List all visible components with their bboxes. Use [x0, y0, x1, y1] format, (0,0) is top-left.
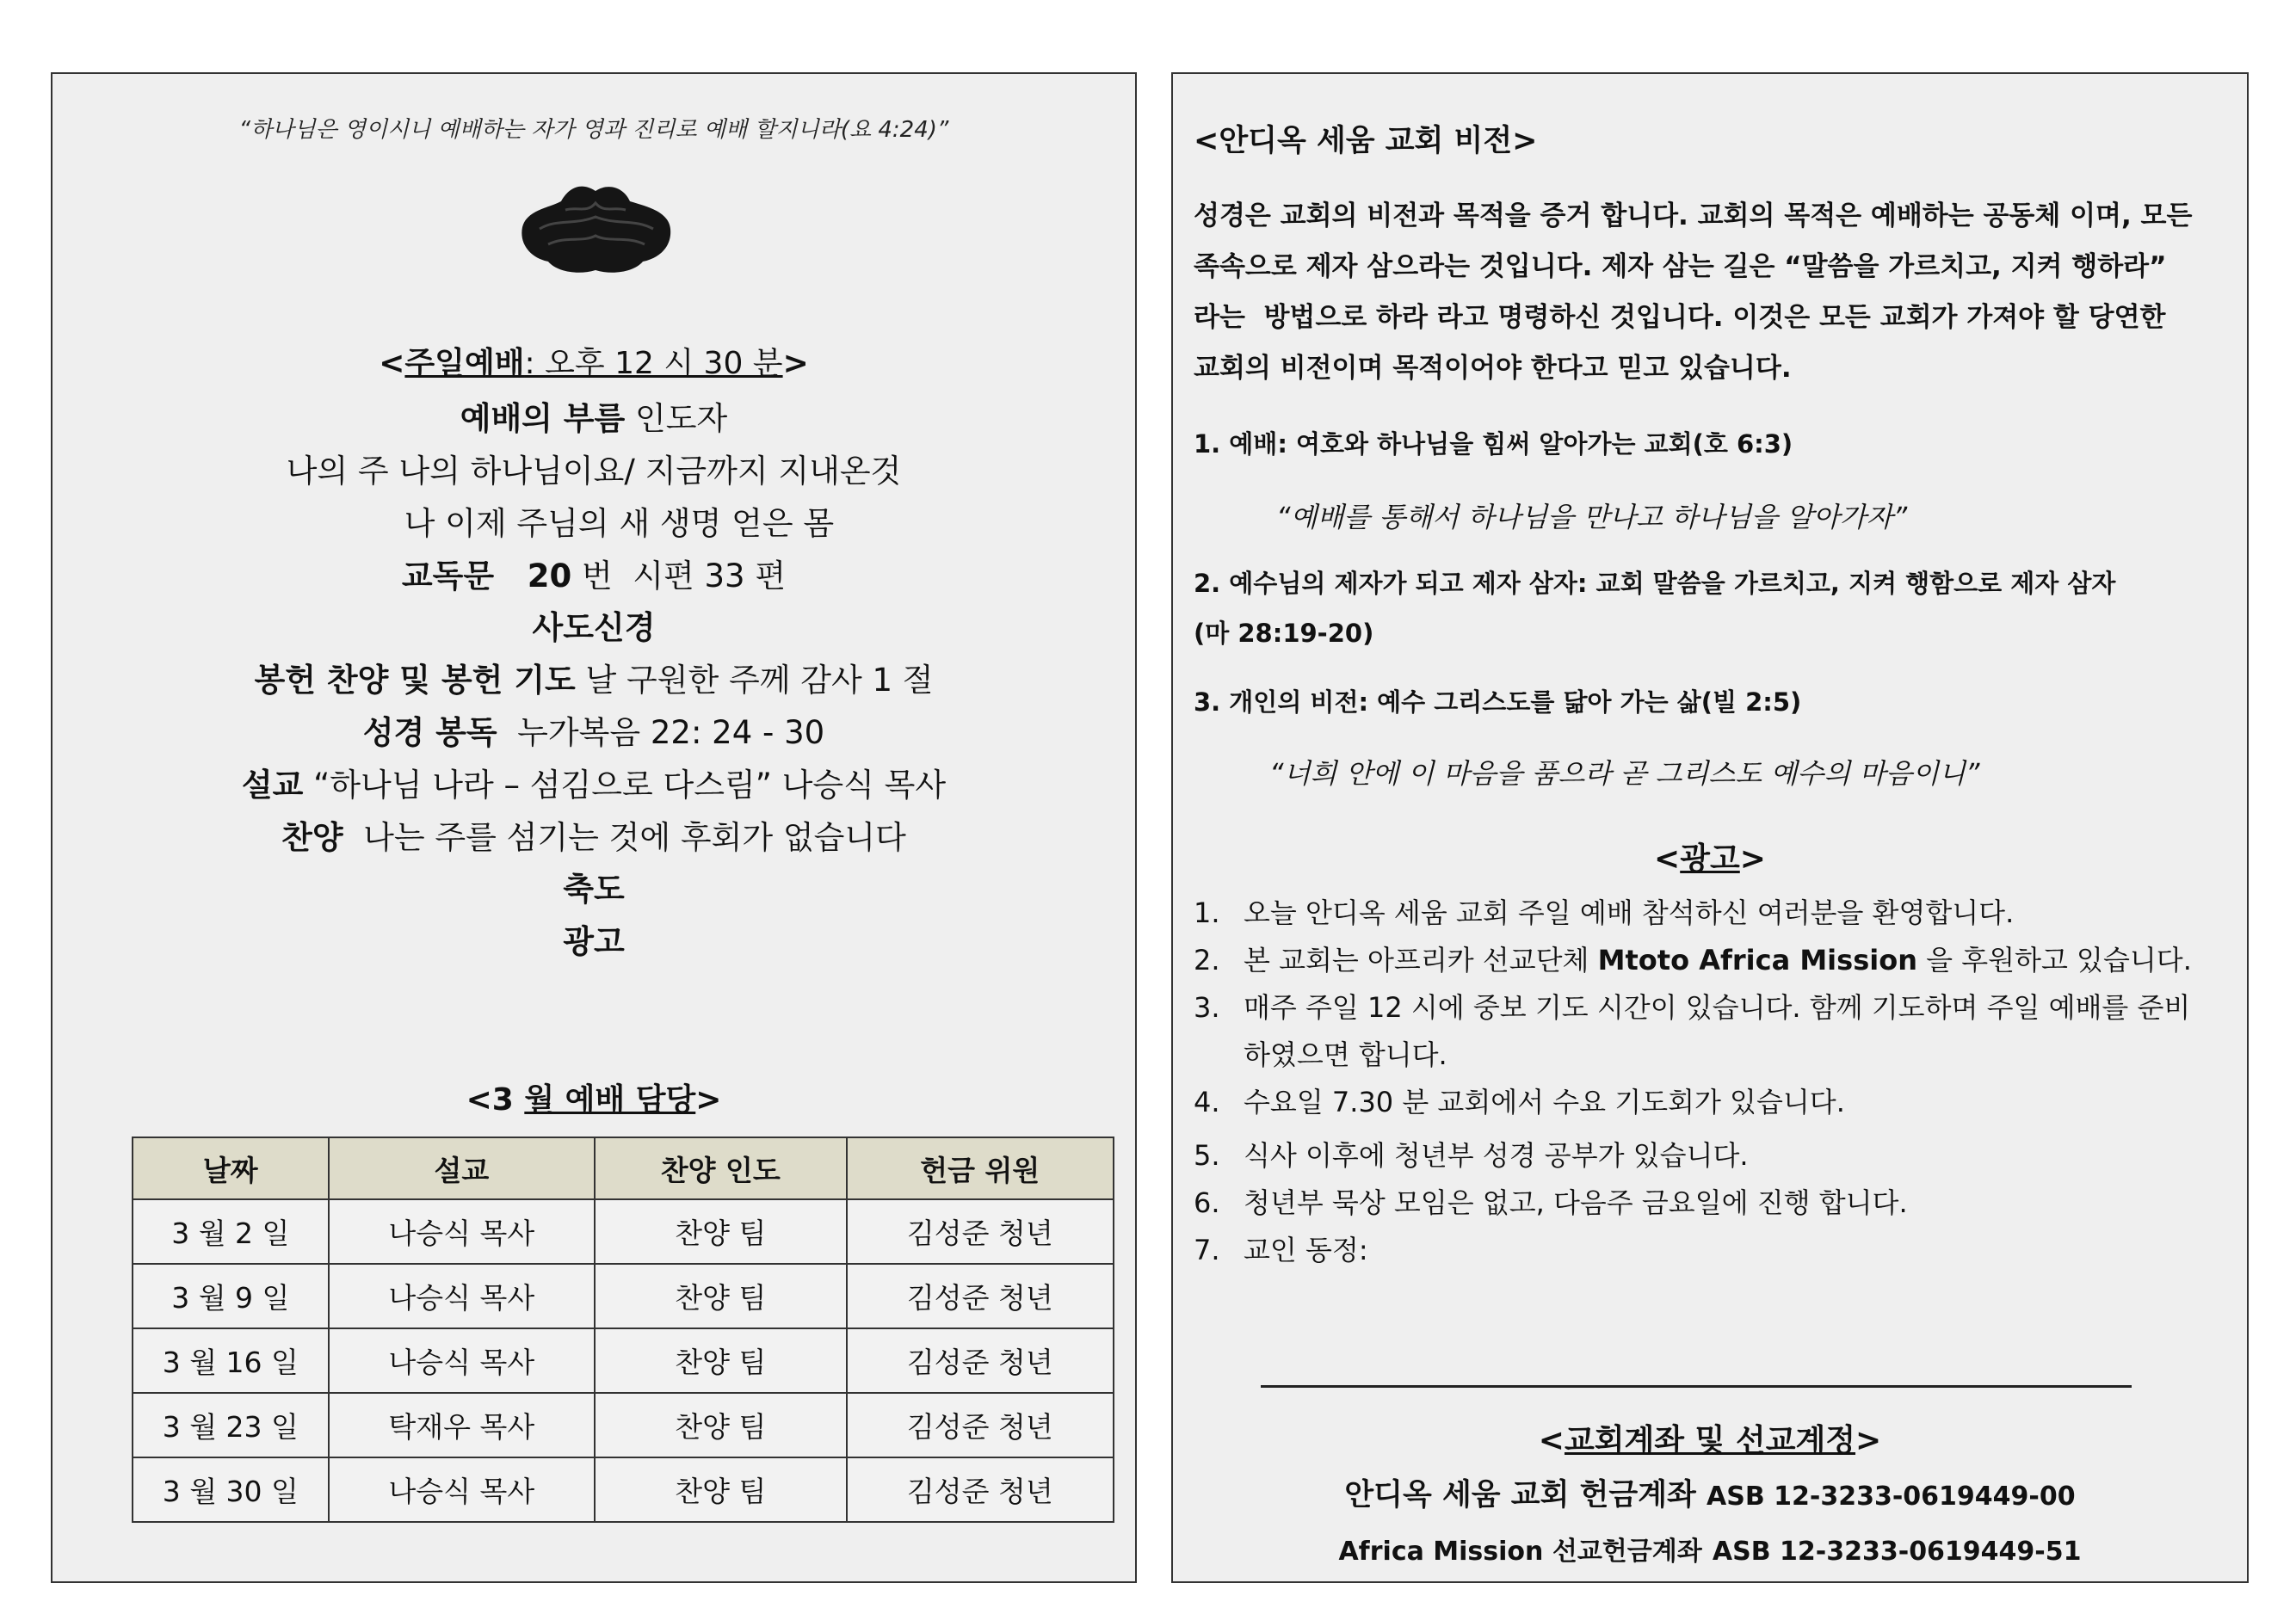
- column-header: 날짜: [133, 1137, 329, 1199]
- scripture-verse: “하나님은 영이시니 예배하는 자가 영과 진리로 예배 할지니라(요 4:24)”: [238, 117, 949, 143]
- announcement-item: 5. 식사 이후에 청년부 성경 공부가 있습니다.: [1194, 1139, 1749, 1172]
- table-row: [133, 1457, 1114, 1522]
- column-header: 헌금 위원: [847, 1137, 1114, 1199]
- announcement-item: 7. 교인 동정:: [1194, 1234, 1368, 1266]
- table-row: [133, 1328, 1114, 1393]
- vision-item-personal: 3. 개인의 비전: 예수 그리스도를 닮아 가는 삶(빌 2:5): [1194, 687, 1802, 717]
- divider: [1261, 1385, 2132, 1388]
- table-row: [133, 1264, 1114, 1328]
- table-row: [133, 1393, 1114, 1457]
- vision-item-worship: 1. 예배: 여호와 하나님을 힘써 알아가는 교회(호 6:3): [1194, 429, 1793, 459]
- announcements-title: <광고>: [1654, 841, 1766, 877]
- vision-line: 교회의 비전이며 목적이어야 한다고 믿고 있습니다.: [1194, 353, 1792, 384]
- order-item: 광고: [563, 923, 625, 960]
- left-page: [51, 72, 1137, 1583]
- vision-item-disciples-ref: (마 28:19-20): [1194, 619, 1374, 648]
- order-item: 예배의 부름 인도자: [460, 400, 728, 437]
- order-item: 성경 봉독 누가복음 22: 24 - 30: [362, 714, 825, 751]
- column-header: 찬양 인도: [595, 1137, 846, 1199]
- table-cell: 김성준 청년: [847, 1328, 1114, 1393]
- table-cell: 김성준 청년: [847, 1264, 1114, 1328]
- table-cell: 나승식 목사: [329, 1457, 595, 1522]
- order-item: 사도신경: [532, 609, 656, 646]
- accounts-title: <교회계좌 및 선교계정>: [1538, 1423, 1882, 1458]
- order-item: 나 이제 주님의 새 생명 얻은 몸: [353, 505, 835, 542]
- vision-quote-personal: “너희 안에 이 마음을 품으라 곧 그리스도 예수의 마음이니”: [1269, 757, 1980, 790]
- table-cell: 김성준 청년: [847, 1393, 1114, 1457]
- announcement-item: 2. 본 교회는 아프리카 선교단체 Mtoto Africa Mission 을 후원하고 있습니다.: [1194, 944, 2192, 976]
- table-cell: 3 월 2 일: [133, 1199, 329, 1264]
- table-cell: 찬양 팀: [595, 1328, 846, 1393]
- table-row: [133, 1199, 1114, 1264]
- vision-item-disciples: 2. 예수님의 제자가 되고 제자 삼자: 교회 말씀을 가르치고, 지켜 행함으로 제자 삼자: [1194, 569, 2116, 598]
- service-title: <주일예배: 오후 12 시 30 분>: [379, 346, 809, 381]
- table-cell: 3 월 23 일: [133, 1393, 329, 1457]
- table-cell: 3 월 16 일: [133, 1328, 329, 1393]
- announcement-item: 4. 수요일 7.30 분 교회에서 수요 기도회가 있습니다.: [1194, 1086, 1845, 1118]
- mission-account: Africa Mission 선교헌금계좌 ASB 12-3233-0619449-51: [1338, 1537, 2082, 1567]
- order-item: 설교 “하나님 나라 – 섬김으로 다스림” 나승식 목사: [241, 767, 947, 804]
- table-cell: 찬양 팀: [595, 1264, 846, 1328]
- table-cell: 탁재우 목사: [329, 1393, 595, 1457]
- table-cell: 찬양 팀: [595, 1457, 846, 1522]
- table-cell: 김성준 청년: [847, 1457, 1114, 1522]
- vision-line: 성경은 교회의 비전과 목적을 증거 합니다. 교회의 목적은 예배하는 공동체 이며, 모든: [1194, 200, 2193, 231]
- right-page: [1171, 72, 2249, 1583]
- vision-paragraph: [1194, 191, 2235, 394]
- schedule-title: <3 월 예배 담당>: [466, 1082, 722, 1118]
- order-item: 축도: [563, 871, 625, 908]
- announcement-item-continued: 하였으면 합니다.: [1244, 1038, 1447, 1071]
- vision-line: 족속으로 제자 삼으라는 것입니다. 제자 삼는 길은 “말씀을 가르치고, 지켜 행하라”: [1194, 251, 2167, 282]
- schedule-table: [132, 1137, 1114, 1523]
- table-header-row: [133, 1137, 1114, 1199]
- order-item: 봉헌 찬양 및 봉헌 기도 날 구원한 주께 감사 1 절: [254, 662, 934, 699]
- table-cell: 나승식 목사: [329, 1199, 595, 1264]
- vision-title: <안디옥 세움 교회 비전>: [1194, 124, 1538, 158]
- table-cell: 나승식 목사: [329, 1264, 595, 1328]
- table-cell: 3 월 9 일: [133, 1264, 329, 1328]
- table-cell: 찬양 팀: [595, 1199, 846, 1264]
- order-item: 교독문 20 번 시편 33 편: [401, 558, 787, 594]
- announcement-item: 3. 매주 주일 12 시에 중보 기도 시간이 있습니다. 함께 기도하며 주일 예배를 준비: [1194, 991, 2191, 1024]
- order-item: 나의 주 나의 하나님이요/ 지금까지 지내온것: [286, 453, 902, 490]
- vision-line: 라는 방법으로 하라 라고 명령하신 것입니다. 이것은 모든 교회가 가져야 할 당연한: [1194, 302, 2166, 333]
- announcement-item: 6. 청년부 묵상 모임은 없고, 다음주 금요일에 진행 합니다.: [1194, 1186, 1908, 1219]
- order-item: 찬양 나는 주를 섬기는 것에 후회가 없습니다: [281, 819, 906, 856]
- table-cell: 3 월 30 일: [133, 1457, 329, 1522]
- vision-quote-worship: “예배를 통해서 하나님을 만나고 하나님을 알아가자”: [1276, 501, 1908, 533]
- table-cell: 김성준 청년: [847, 1199, 1114, 1264]
- announcement-item: 1. 오늘 안디옥 세움 교회 주일 예배 참석하신 여러분을 환영합니다.: [1194, 896, 2015, 929]
- church-account: 안디옥 세움 교회 헌금계좌 ASB 12-3233-0619449-00: [1344, 1478, 2076, 1512]
- church-logo-icon: [514, 176, 677, 279]
- column-header: 설교: [329, 1137, 595, 1199]
- table-cell: 나승식 목사: [329, 1328, 595, 1393]
- table-cell: 찬양 팀: [595, 1393, 846, 1457]
